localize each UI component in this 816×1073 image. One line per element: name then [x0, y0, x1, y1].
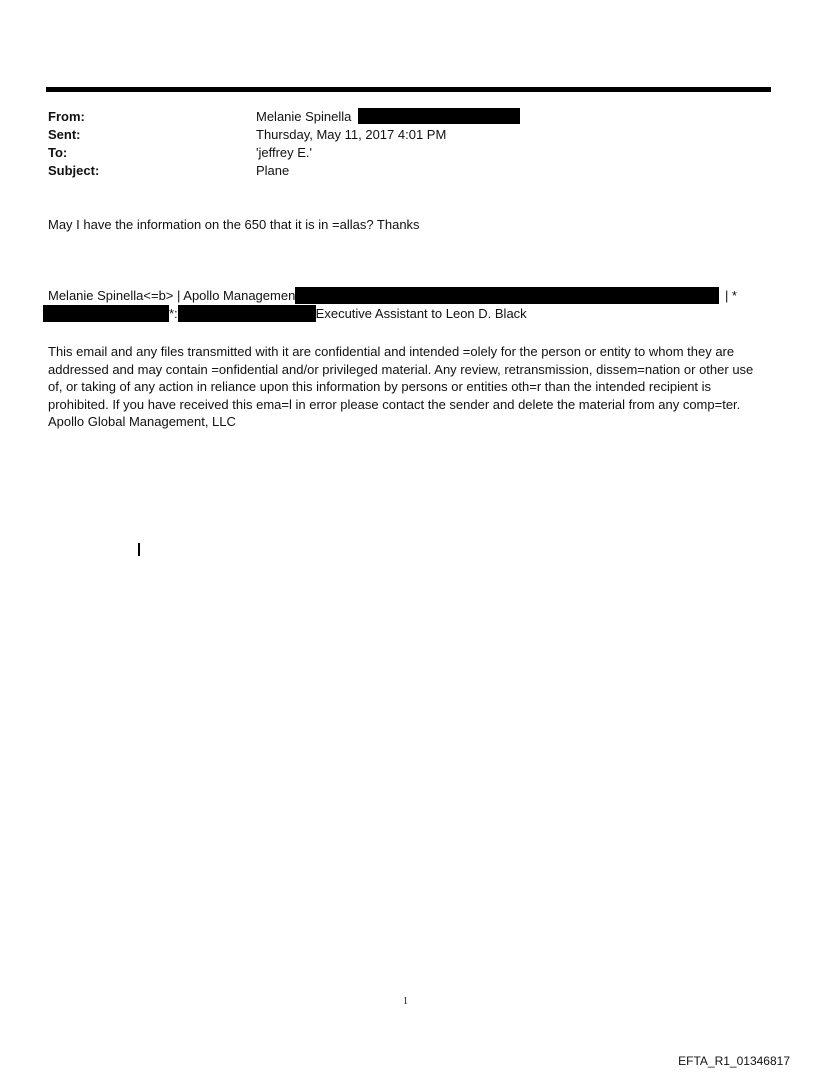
text-cursor-mark — [138, 543, 140, 556]
message-body: May I have the information on the 650 that it is in =allas? Thanks — [48, 217, 420, 232]
redaction-box — [295, 287, 719, 304]
subject-label: Subject: — [48, 163, 100, 178]
redaction-box — [178, 305, 316, 322]
redaction-box — [43, 305, 169, 322]
document-id: EFTA_R1_01346817 — [678, 1054, 790, 1068]
from-label: From: — [48, 109, 85, 124]
to-label: To: — [48, 145, 68, 160]
signature-line-1-end: | * — [724, 288, 737, 303]
signature-line-2 — [43, 305, 527, 323]
top-rule — [46, 87, 771, 92]
redaction-box — [358, 108, 520, 124]
from-row — [48, 108, 520, 126]
from-name: Melanie Spinella — [256, 109, 352, 124]
page-number: 1 — [403, 996, 408, 1007]
subject-row — [48, 162, 520, 180]
sent-value: Thursday, May 11, 2017 4:01 PM — [256, 127, 447, 142]
signature-mark: *: — [169, 306, 178, 321]
sent-label: Sent: — [48, 127, 81, 142]
from-value — [256, 108, 520, 126]
to-row — [48, 144, 520, 162]
signature-title: Executive Assistant to Leon D. Black — [315, 306, 527, 321]
signature-name: Melanie Spinella<=b> | Apollo Managemen — [48, 288, 296, 303]
email-header — [48, 108, 520, 180]
confidentiality-disclaimer: This email and any files transmitted with it are confidential and intended =olely for the person or entity to whom they are addressed and may contain =onfidential and/or privileged material. Any review, retransmission, dissem=nation or other use of, or taking of any action in reliance upon this information by persons or entities oth=r than the intended recipient is prohibited. If you have received this ema=l in error please contact the sender and delete the material from any comp=ter. Apollo Global Management, LLC — [48, 344, 754, 429]
sent-row — [48, 126, 520, 144]
signature-line-1 — [48, 287, 737, 305]
subject-value: Plane — [256, 163, 290, 178]
to-value: 'jeffrey E.' — [256, 145, 313, 160]
